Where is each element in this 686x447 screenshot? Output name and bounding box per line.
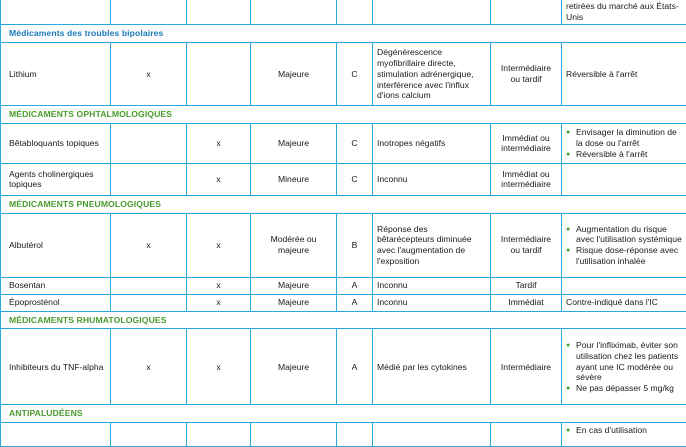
table-row-bosentan — [1, 277, 686, 294]
section-header-bipolaires — [1, 25, 686, 43]
effets-cell: retirées du marché aux États-Unis — [562, 0, 686, 25]
mechanism: Inconnu — [373, 163, 491, 195]
mark-col2 — [111, 277, 187, 294]
mark-col2 — [111, 123, 187, 163]
severity: Majeure — [251, 329, 337, 405]
onset: Tardif — [491, 277, 562, 294]
onset: Immédiat — [491, 294, 562, 311]
comment-list — [566, 340, 682, 394]
comment-bullet: ● Réversible à l'arrêt — [566, 149, 682, 160]
evidence-level: C — [337, 123, 373, 163]
severity: Majeure — [251, 123, 337, 163]
evidence-level: A — [337, 294, 373, 311]
mechanism: Médié par les cytokines — [373, 329, 491, 405]
severity: Majeure — [251, 294, 337, 311]
evidence-level: A — [337, 329, 373, 405]
section-title: Médicaments des troubles bipolaires — [1, 25, 686, 43]
comment-list — [566, 127, 682, 159]
mark-col2 — [111, 163, 187, 195]
comment — [562, 123, 686, 163]
severity: Majeure — [251, 43, 337, 106]
mark-col3 — [187, 43, 251, 106]
mechanism: Inconnu — [373, 277, 491, 294]
comment: Contre-indiqué dans l'IC — [562, 294, 686, 311]
drug-name: Époprosténol — [1, 294, 111, 311]
onset: Intermédiaire ou tardif — [491, 43, 562, 106]
table-row-cholinergiques — [1, 163, 686, 195]
severity: Modérée ou majeure — [251, 213, 337, 277]
evidence-level: A — [337, 277, 373, 294]
mark-col3: x — [187, 213, 251, 277]
mark-col2: x — [111, 213, 187, 277]
drug-name: Agents cholinergiques topiques — [1, 163, 111, 195]
section-title: MÉDICAMENTS RHUMATOLOGIQUES — [1, 311, 686, 329]
comment-list — [566, 425, 682, 436]
drug-name: Albutérol — [1, 213, 111, 277]
mark-col3: x — [187, 294, 251, 311]
section-header-rhumato — [1, 311, 686, 329]
comment-list — [566, 224, 682, 267]
onset: Intermédiaire ou tardif — [491, 213, 562, 277]
mark-col2: x — [111, 329, 187, 405]
drug-name: Bosentan — [1, 277, 111, 294]
mark-col2 — [111, 294, 187, 311]
mark-col3: x — [187, 123, 251, 163]
comment-bullet: ● En cas d'utilisation — [566, 425, 682, 436]
mechanism: Réponse des bêtarécepteurs diminuée avec l'augmentation de l'exposition — [373, 213, 491, 277]
comment: Réversible à l'arrêt — [562, 43, 686, 106]
table-row-epoprostenol — [1, 294, 686, 311]
comment-bullet: ● Ne pas dépasser 5 mg/kg — [566, 383, 682, 394]
mark-col3: x — [187, 163, 251, 195]
severity: Mineure — [251, 163, 337, 195]
onset: Intermédiaire — [491, 329, 562, 405]
evidence-level: C — [337, 163, 373, 195]
mark-col3: x — [187, 329, 251, 405]
evidence-level: B — [337, 213, 373, 277]
comment-bullet: ● Pour l'infliximab, éviter son utilisation chez les patients ayant une IC modérée ou sévère — [566, 340, 682, 383]
severity: Majeure — [251, 277, 337, 294]
evidence-level: C — [337, 43, 373, 106]
table-row-bottom-partial — [1, 423, 686, 447]
table-row-tnf — [1, 329, 686, 405]
comment — [562, 163, 686, 195]
comment-bullet: ● Risque dose-réponse avec l'utilisation inhalée — [566, 245, 682, 266]
mark-col2: x — [111, 43, 187, 106]
table-row-betabloquants — [1, 123, 686, 163]
comment — [562, 277, 686, 294]
onset: Immédiat ou intermédiaire — [491, 123, 562, 163]
comment — [562, 213, 686, 277]
comment — [562, 329, 686, 405]
table-row-lithium — [1, 43, 686, 106]
mechanism: Inconnu — [373, 294, 491, 311]
drug-name: Lithium — [1, 43, 111, 106]
section-title: MÉDICAMENTS PNEUMOLOGIQUES — [1, 195, 686, 213]
mechanism: Inotropes négatifs — [373, 123, 491, 163]
comment-bullet: ● Envisager la diminution de la dose ou l'arrêt — [566, 127, 682, 148]
onset: Immédiat ou intermédiaire — [491, 163, 562, 195]
section-title: MÉDICAMENTS OPHTALMOLOGIQUES — [1, 106, 686, 124]
section-header-pneumo — [1, 195, 686, 213]
comment-bullet: ● Augmentation du risque avec l'utilisation systémique — [566, 224, 682, 245]
table-row-top-partial — [1, 0, 686, 25]
drug-name: Bêtabloquants topiques — [1, 123, 111, 163]
mark-col3: x — [187, 277, 251, 294]
section-header-ophtalmo — [1, 106, 686, 124]
drug-name: Inhibiteurs du TNF-alpha — [1, 329, 111, 405]
section-header-antipalu — [1, 405, 686, 423]
comment — [562, 423, 686, 447]
section-title: ANTIPALUDÉENS — [1, 405, 686, 423]
mechanism: Dégénérescence myofibrillaire directe, stimulation adrénergique, interférence avec l'influx d'ions calcium — [373, 43, 491, 106]
table-row-albuterol — [1, 213, 686, 277]
